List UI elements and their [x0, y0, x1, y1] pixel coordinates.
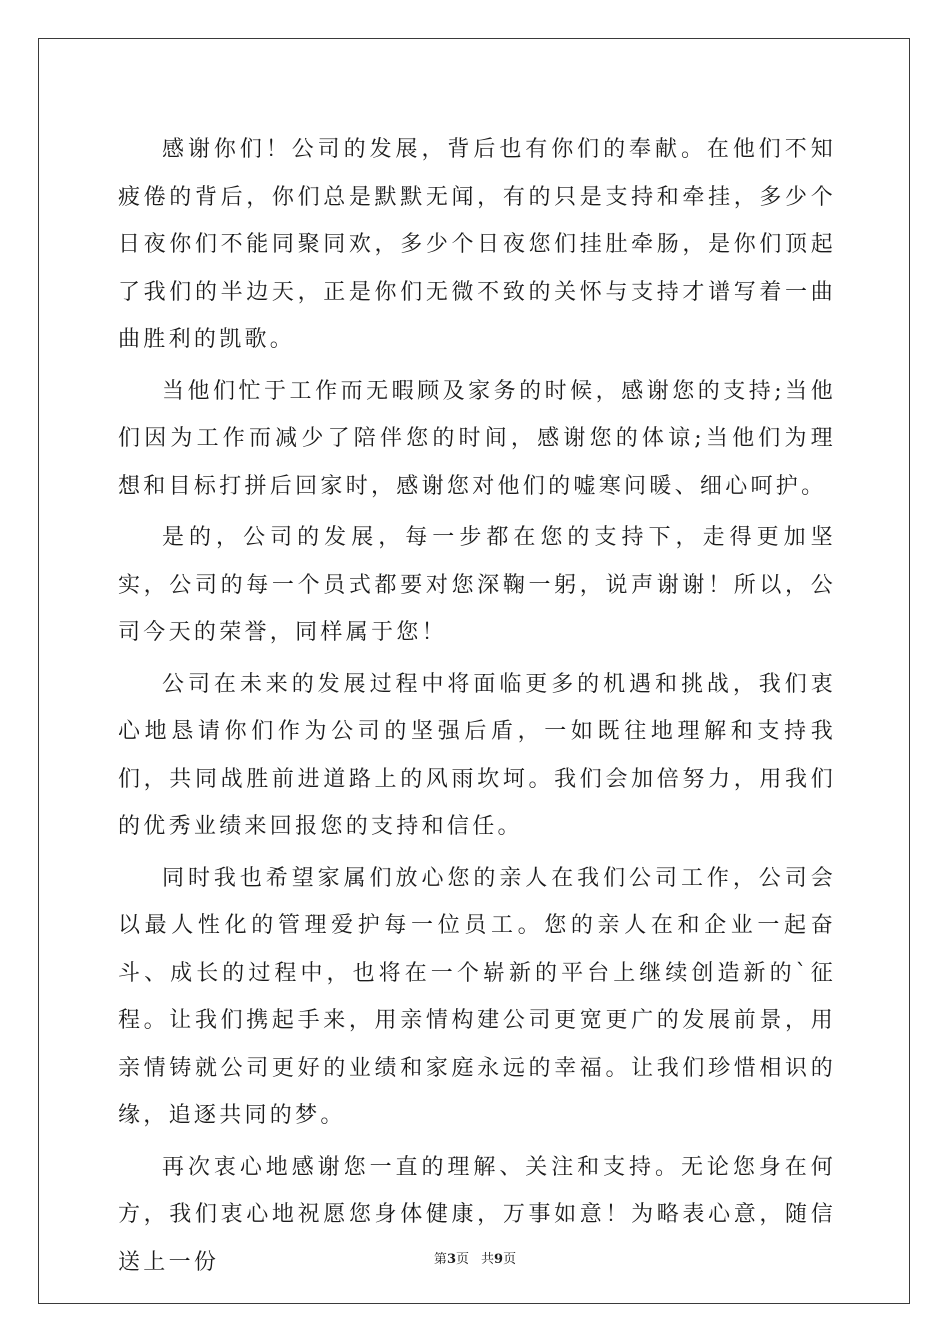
paragraph-6: 再次衷心地感谢您一直的理解、关注和支持。无论您身在何方，我们衷心地祝愿您身体健康，万事如意！为略表心意，随信送上一份: [118, 1154, 836, 1275]
page-number: 3: [446, 1252, 456, 1267]
paragraph-3: 是的，公司的发展，每一步都在您的支持下，走得更加坚实，公司的每一个员式都要对您深鞠一躬，说声谢谢！所以，公司今天的荣誉，同样属于您！: [118, 525, 836, 645]
total-prefix: 共: [481, 1252, 495, 1267]
document-body: [118, 126, 836, 1290]
total-suffix: 页: [503, 1252, 517, 1267]
page-prefix: 第: [433, 1252, 447, 1267]
paragraph-2: 当他们忙于工作而无暇顾及家务的时候，感谢您的支持;当他们因为工作而减少了陪伴您的时间，感谢您的体谅;当他们为理想和目标打拼后回家时，感谢您对他们的嘘寒问暖、细心呵护。: [118, 378, 836, 499]
total-pages: 9: [494, 1252, 504, 1267]
page-suffix: 页: [455, 1252, 469, 1267]
paragraph-1: 感谢你们！公司的发展，背后也有你们的奉献。在他们不知疲倦的背后，你们总是默默无闻，有的只是支持和牵挂，多少个日夜你们不能同聚同欢，多少个日夜您们挂肚牵肠，是你们顶起了我们的半边天，正是你们无微不致的关怀与支持才谱写着一曲曲胜利的凯歌。: [118, 137, 836, 352]
paragraph-4: 公司在未来的发展过程中将面临更多的机遇和挑战，我们衷心地恳请你们作为公司的坚强后盾，一如既往地理解和支持我们，共同战胜前进道路上的风雨坎坷。我们会加倍努力，用我们的优秀业绩来回报您的支持和信任。: [118, 671, 836, 839]
paragraph-5: 同时我也希望家属们放心您的亲人在我们公司工作，公司会以最人性化的管理爱护每一位员工。您的亲人在和企业一起奋斗、成长的过程中，也将在一个崭新的平台上继续创造新的`征程。让我们携起手来，用亲情构建公司更宽更广的发展前景，用亲情铸就公司更好的业绩和家庭永远的幸福。让我们珍惜相识的缘，追逐共同的梦。: [118, 865, 836, 1128]
page-footer: [0, 1248, 950, 1267]
